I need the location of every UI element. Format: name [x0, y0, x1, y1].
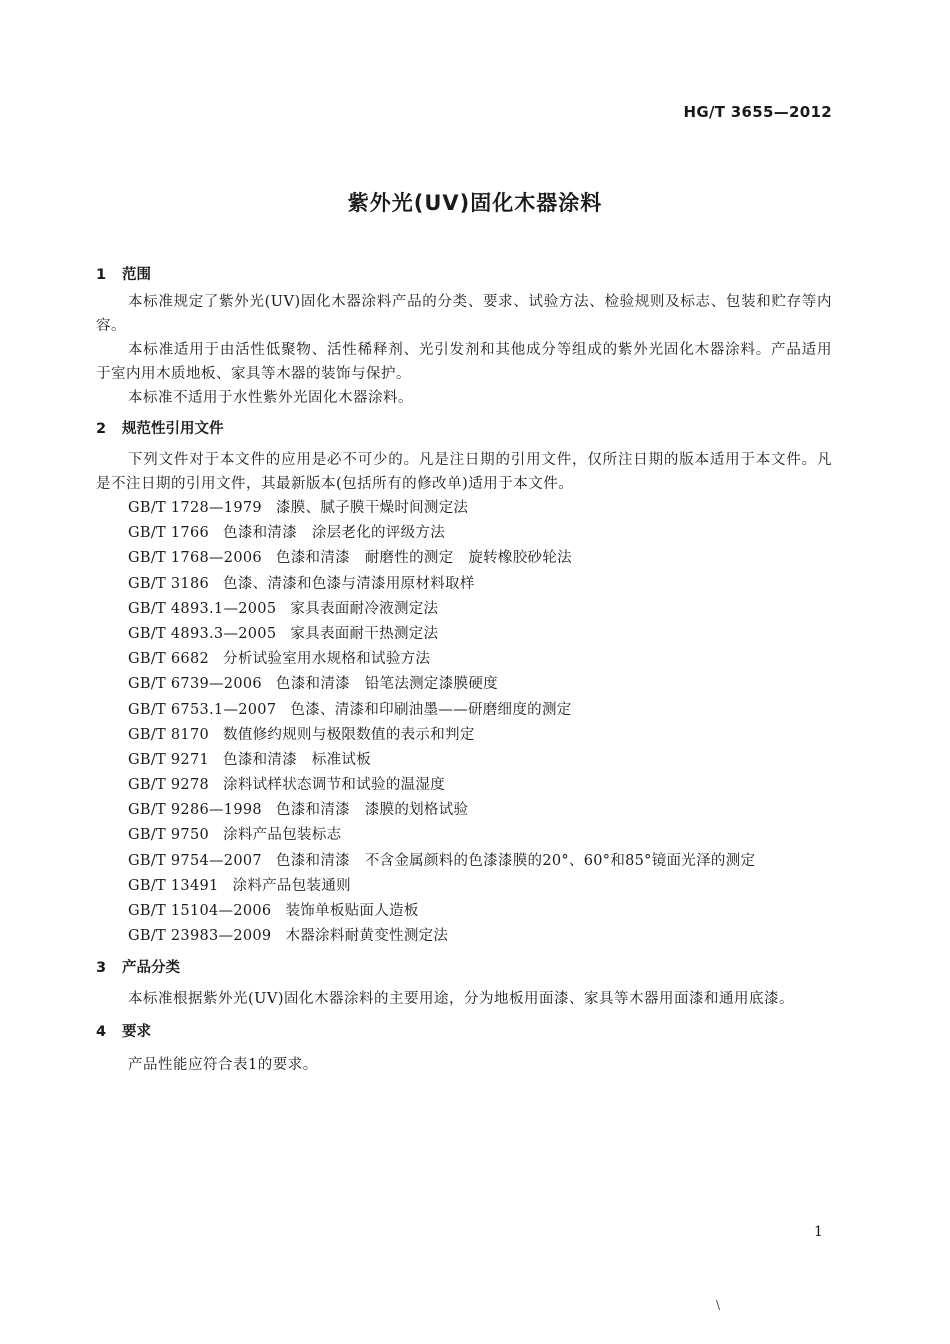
section-number: 2 — [96, 421, 107, 437]
reference-code: GB/T 6739—2006 — [128, 676, 262, 693]
reference-title: 涂料产品包装通则 — [232, 877, 351, 894]
reference-code: GB/T 4893.3—2005 — [128, 625, 277, 642]
section-number: 3 — [96, 960, 107, 977]
reference-code: GB/T 9754—2007 — [128, 852, 262, 869]
reference-item — [96, 748, 832, 773]
section-1-heading — [96, 262, 832, 288]
reference-item — [96, 849, 832, 874]
reference-title: 分析试验室用水规格和试验方法 — [223, 651, 431, 668]
reference-code: GB/T 3186 — [128, 575, 210, 592]
reference-code: GB/T 1728—1979 — [128, 500, 262, 516]
reference-title: 色漆和清漆 标准试板 — [223, 751, 372, 768]
reference-item — [96, 647, 832, 672]
reference-item — [96, 773, 832, 798]
reference-item — [96, 546, 832, 571]
reference-code: GB/T 9278 — [128, 777, 210, 794]
reference-code: GB/T 9750 — [128, 827, 210, 844]
reference-item — [96, 521, 832, 546]
document-title: 紫外光(UV)固化木器涂料 — [347, 191, 603, 215]
reference-item — [96, 622, 832, 647]
paragraph: 本标准不适用于水性紫外光固化木器涂料。 — [128, 390, 413, 406]
reference-item — [96, 874, 832, 899]
reference-item — [96, 672, 832, 697]
reference-title: 涂料试样状态调节和试验的温湿度 — [223, 777, 446, 794]
reference-item — [96, 723, 832, 748]
reference-title: 色漆和清漆 漆膜的划格试验 — [275, 802, 469, 819]
reference-title: 色漆和清漆 涂层老化的评级方法 — [223, 525, 446, 542]
reference-item — [96, 924, 832, 949]
reference-code: GB/T 4893.1—2005 — [128, 600, 277, 617]
reference-title: 家具表面耐干热测定法 — [290, 625, 439, 642]
reference-title: 木器涂料耐黄变性测定法 — [285, 928, 449, 945]
paragraph: 产品性能应符合表1的要求。 — [128, 1057, 318, 1074]
reference-title: 色漆、清漆和印刷油墨——研磨细度的测定 — [290, 701, 572, 718]
reference-item — [96, 899, 832, 924]
document-code: HG/T 3655—2012 — [683, 103, 832, 121]
reference-code: GB/T 13491 — [128, 877, 219, 894]
paragraph: 本标准规定了紫外光(UV)固化木器涂料产品的分类、要求、试验方法、检验规则及标志、包装和贮存等内容。 — [96, 294, 832, 334]
reference-item — [96, 597, 832, 622]
section-1-body — [96, 290, 832, 410]
section-title: 规范性引用文件 — [122, 421, 224, 437]
reference-title: 家具表面耐冷液测定法 — [290, 600, 439, 617]
reference-title: 装饰单板贴面人造板 — [285, 903, 419, 919]
reference-title: 漆膜、腻子膜干燥时间测定法 — [275, 500, 469, 516]
paragraph: 本标准适用于由活性低聚物、活性稀释剂、光引发剂和其他成分等组成的紫外光固化木器涂料。产品适用于室内用木质地板、家具等木器的装饰与保护。 — [96, 342, 832, 382]
section-number: 1 — [96, 267, 107, 283]
section-title: 要求 — [122, 1024, 151, 1041]
reference-item — [96, 698, 832, 723]
reference-item — [96, 823, 832, 848]
reference-code: GB/T 1768—2006 — [128, 550, 262, 567]
document-body — [96, 262, 832, 1077]
page-number: 1 — [814, 1224, 823, 1240]
reference-title: 色漆、清漆和色漆与清漆用原材料取样 — [223, 575, 475, 592]
section-3-heading — [96, 955, 832, 981]
section-2-heading — [96, 416, 832, 442]
reference-code: GB/T 6682 — [128, 651, 210, 668]
reference-title: 色漆和清漆 不含金属颜料的色漆漆膜的20°、60°和85°镜面光泽的测定 — [275, 852, 756, 869]
reference-item — [96, 496, 832, 521]
reference-code: GB/T 9286—1998 — [128, 802, 262, 819]
section-title: 产品分类 — [122, 960, 180, 977]
stray-mark: \ — [716, 1298, 721, 1312]
reference-code: GB/T 9271 — [128, 751, 210, 768]
section-title: 范围 — [122, 267, 151, 283]
reference-code: GB/T 6753.1—2007 — [128, 701, 277, 718]
reference-list — [96, 496, 832, 949]
section-4-heading — [96, 1019, 832, 1045]
paragraph: 下列文件对于本文件的应用是必不可少的。凡是注日期的引用文件，仅所注日期的版本适用于本文件。凡是不注日期的引用文件，其最新版本(包括所有的修改单)适用于本文件。 — [96, 452, 832, 492]
reference-code: GB/T 15104—2006 — [128, 903, 272, 919]
reference-title: 色漆和清漆 耐磨性的测定 旋转橡胶砂轮法 — [275, 550, 572, 567]
reference-code: GB/T 23983—2009 — [128, 928, 272, 945]
reference-title: 涂料产品包装标志 — [223, 827, 342, 844]
section-number: 4 — [96, 1024, 107, 1041]
reference-item — [96, 798, 832, 823]
reference-item — [96, 572, 832, 597]
reference-code: GB/T 1766 — [128, 525, 210, 542]
reference-code: GB/T 8170 — [128, 726, 210, 743]
reference-title: 数值修约规则与极限数值的表示和判定 — [223, 726, 475, 743]
reference-title: 色漆和清漆 铅笔法测定漆膜硬度 — [275, 676, 498, 693]
paragraph: 本标准根据紫外光(UV)固化木器涂料的主要用途，分为地板用面漆、家具等木器用面漆和通用底漆。 — [128, 991, 795, 1008]
